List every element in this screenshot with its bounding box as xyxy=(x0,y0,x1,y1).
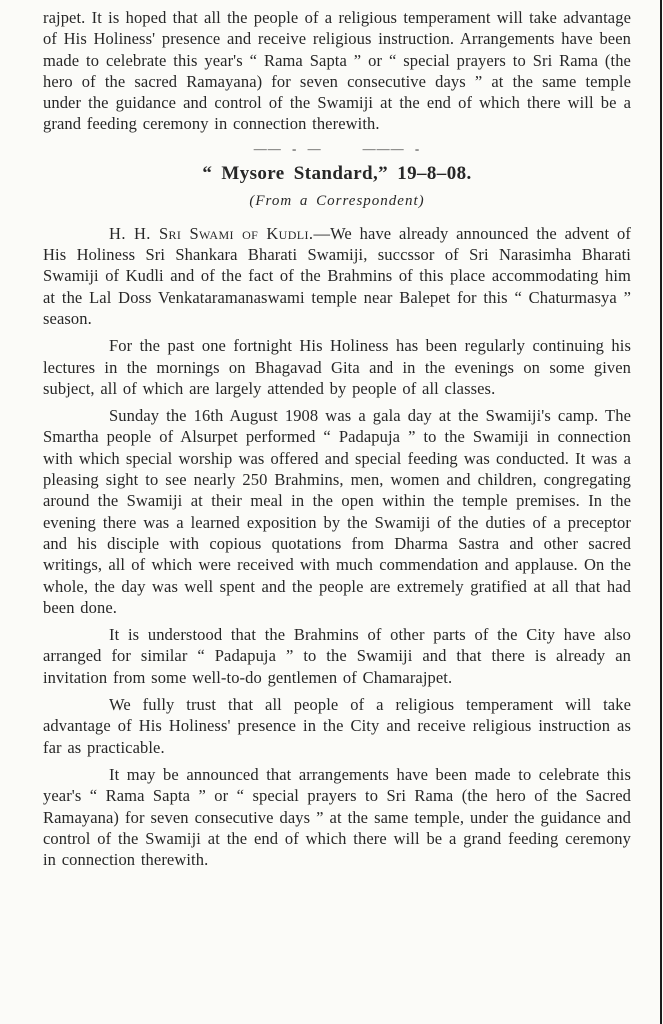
article-title: “ Mysore Standard,” 19–8–08. xyxy=(202,162,472,184)
article-paragraph: Sunday the 16th August 1908 was a gala day at the Swamiji's camp. The Smartha people of Alsurpet performed “ Padapuja ” to the Swamiji in connection with which special worship was offered and special feeding was conducted. It was a pleasing sight to see nearly 250 Brahmins, men, women and children, congregating around the Swamiji at their meal in the open within the temple premises. In the evening there was a learned exposition by the Swamiji of the duties of a preceptor and his disciple with copious quotations from Dharma Sastra and other sacred writings, all of which were received with much commendation and applause. On the whole, the day was well spent and the people are extremely gratified at all that had been done. xyxy=(43,406,631,617)
continuation-paragraph: rajpet. It is hoped that all the people of a religious temperament will take advantage of His Holiness' presence and receive religious instruction. Arrangements have been made to celebrate this year's “ Rama Sapta ” or “ special prayers to Sri Rama (the hero of the sacred Ramayana) for seven consecutive days ” at the same temple under the guidance and control of the Swamiji at the end of which there will be a grand feeding ceremony in connection therewith. xyxy=(43,8,631,134)
article-paragraph: For the past one fortnight His Holiness has been regularly continuing his lectures in the mornings on Bhagavad Gita and in the evenings on some given subject, all of which are largely attended by people of all classes. xyxy=(43,336,631,398)
scan-edge-artifact xyxy=(660,0,662,1024)
article-paragraph: It may be announced that arrangements have been made to celebrate this year's “ Rama Sapta ” or “ special prayers to Sri Rama (the hero of the Sacred Ramayana) for seven consecutive days ” at the same temple, under the guidance and control of the Swamiji at the end of which there will be a grand feeding ceremony in connection therewith. xyxy=(43,764,631,870)
article-body xyxy=(43,223,631,871)
article-paragraph: It is understood that the Brahmins of other parts of the City have also arranged for similar “ Padapuja ” to the Swamiji and that there is already an invitation from some well-to-do gentlemen of Chamarajpet. xyxy=(43,625,631,687)
paragraph-lead-smallcaps: H. H. Sri Swami of Kudli. xyxy=(109,223,314,243)
section-divider: ―― - ― ――― - xyxy=(253,140,421,156)
article-byline: (From a Correspondent) xyxy=(249,192,425,209)
article-paragraph: We fully trust that all people of a religious temperament will take advantage of His Holiness' presence in the City and receive religious instruction as far as practicable. xyxy=(43,695,631,757)
article-paragraph: H. H. Sri Swami of Kudli.—We have already announced the advent of His Holiness Sri Shankara Bharati Swamiji, succssor of Sri Narasimha Bharati Swamiji of Kudli and of the fact of the Brahmins of this place accommodating him at the Lal Doss Venkataramanaswami temple near Balepet for this “ Chaturmasya ” season. xyxy=(43,223,631,328)
page-content xyxy=(43,7,631,876)
